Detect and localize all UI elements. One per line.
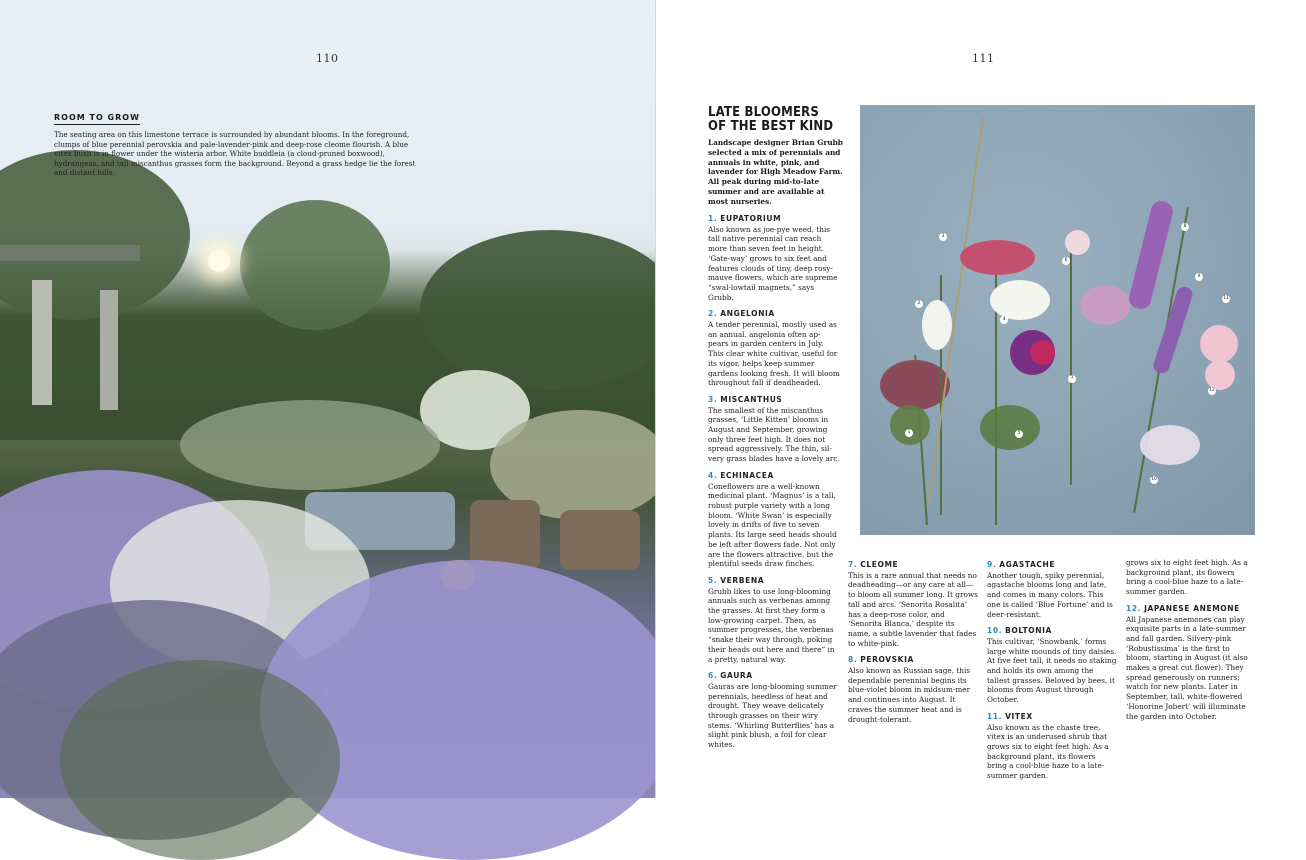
pergola-pillar — [100, 290, 118, 410]
entry-number: 11. — [987, 711, 1003, 721]
entry-title: VITEX — [1005, 711, 1033, 721]
entry-number: 1. — [708, 214, 718, 223]
entry-title: JAPANESE ANEMONE — [1144, 603, 1240, 613]
garden-photo — [0, 0, 655, 798]
text-column-1 — [708, 214, 841, 757]
pergola-pillar — [32, 280, 52, 405]
entry-title: EUPATORIUM — [720, 214, 782, 223]
photo-tag-1: 1 — [905, 429, 913, 437]
entry-body: Another tough, spiky perennial, agastache blooms long and late, and comes in many colors. This one is called ‘Blue Fortune’ and is deer-resistant. — [987, 570, 1113, 619]
text-column-3 — [987, 560, 1117, 781]
page-number: 110 — [316, 52, 339, 65]
entry-number: 2. — [708, 309, 718, 319]
plant-entry — [708, 576, 841, 664]
entry-title: MISCANTHUS — [720, 394, 783, 404]
photo-tag-2: 2 — [915, 300, 923, 308]
entry-body: This is a rare annual that needs no deadheading—or any care at all—to bloom all summer long. It grows tall and arcs. ‘Senorita Rosalita’ has a deep-rose color, and ‘Senorita Blanca,’ despite its name, a subtle lavender that fades to white-pink. — [848, 570, 978, 648]
photo-tag-9: 9 — [1195, 273, 1203, 281]
page-number: 111 — [972, 52, 995, 65]
entry-number: 7. — [848, 560, 858, 569]
flower-flatlay-photo — [860, 105, 1255, 535]
entry-number: 12. — [1126, 603, 1142, 613]
entry-title: CLEOME — [860, 560, 899, 569]
photo-tag-7: 7 — [1068, 375, 1076, 383]
photo-tag-3: 3 — [939, 233, 947, 241]
plant-entry — [848, 560, 978, 648]
photo-tag-6: 6 — [1062, 257, 1070, 265]
entry-body: Also known as Russian sage, this dependable perennial begins its blue-violet bloom in midsum-mer and continues into August. It craves the summer heat and is drought-tolerant. — [848, 666, 971, 724]
entry-number: 5. — [708, 575, 718, 585]
pergola-beam — [0, 245, 140, 261]
plant-entry — [1126, 604, 1252, 721]
photo-tag-10: 10 — [1151, 477, 1157, 482]
entry-body: The smallest of the miscanthus grasses, ‘Little Kitten’ blooms in August and September, growing only three feet high. It does not spread aggressively. The thin, sil-very grass blades have a lovely arc. — [708, 405, 840, 464]
entry-title: AGASTACHE — [999, 560, 1056, 569]
plant-entry — [708, 471, 841, 569]
entry-body: Grubb likes to use long-blooming annuals such as verbenas among the grasses. At first they form a low-growing carpet. Then, as summer progresses, the verbenas “snake their way through, poking their heads out here and there” in a pretty, natural way. — [708, 586, 835, 664]
plant-entry-continued — [1126, 558, 1252, 597]
plant-entry — [708, 309, 841, 388]
entry-number: 8. — [848, 655, 858, 665]
article-headline — [708, 106, 848, 134]
entry-body-continued: grows six to eight feet high. As a background plant, its flowers bring a cool-blue haze to a late-summer garden. — [1126, 558, 1248, 597]
entry-title: VERBENA — [720, 575, 765, 585]
entry-number: 9. — [987, 560, 997, 569]
caption-kicker: ROOM TO GROW — [54, 113, 140, 125]
entry-title: PEROVSKIA — [860, 655, 914, 665]
entry-title: GAURA — [720, 671, 753, 681]
text-column-4 — [1126, 558, 1252, 728]
plant-entry — [987, 560, 1117, 619]
text-column-2 — [848, 560, 978, 731]
photo-caption — [54, 105, 426, 178]
entry-body: A tender perennial, mostly used as an annual, angelonia often ap-pears in garden centers in July. This clear white cultivar, useful for its vigor, helps keep summer gardens looking fresh. It will bloom throughout fall if deadheaded. — [708, 320, 840, 388]
plant-entry — [848, 655, 978, 724]
photo-tag-4: 4 — [1000, 316, 1008, 324]
entry-body: Gauras are long-blooming summer perennials, heedless of heat and drought. They weave delicately through grasses on their wiry stems. ‘Whirling Butterflies’ has a slight pink blush, a foil for clear whites. — [708, 681, 837, 750]
plant-entry — [987, 626, 1117, 705]
entry-number: 4. — [708, 470, 718, 480]
entry-number: 3. — [708, 394, 718, 404]
photo-tag-5: 5 — [1015, 430, 1023, 438]
article-page — [656, 0, 1306, 798]
entry-body: This cultivar, ‘Snowbank,’ forms large white mounds of tiny daisies. At five feet tall, it needs no staking and holds its own among the tallest grasses. Beloved by bees, it blooms from August through October. — [987, 636, 1117, 705]
entry-body: Coneflowers are a well-known medicinal plant. ‘Magnus’ is a tall, robust purple variety with a long bloom. ‘White Swan’ is especially lovely in drifts of five to seven plants. Its large seed heads should be left after flowers fade. Not only are the flowers attractive, but the plentiful seeds draw finches. — [708, 481, 837, 569]
article-dek: Landscape designer Brian Grubb selected a mix of perennials and annuals in white, pink, and lavender for High Meadow Farm. All peak during mid-to-late summer and are available at most nurseries. — [708, 138, 843, 206]
entry-number: 10. — [987, 626, 1003, 636]
plant-entry — [708, 214, 841, 302]
caption-text: The seating area on this limestone terrace is surrounded by abundant blooms. In the foreground, clumps of blue perennial perovskia and pale-lavender-pink and deep-rose cleome flourish. A blue vitex bush is in flower under the wisteria arbor. White buddleia (a cloud-pruned boxwood), hydrangeas, and tall miscanthus grasses form the background. Beyond a grass hedge lie the forest and distant hills. — [54, 130, 416, 177]
entry-title: ANGELONIA — [720, 309, 775, 319]
sun-flare — [208, 250, 230, 272]
plant-entry — [987, 711, 1117, 781]
outdoor-chair — [560, 510, 640, 570]
entry-body: Also known as the chaste tree, vitex is an underused shrub that grows six to eight feet high. As a background plant, its flowers bring a cool-blue haze to a late-summer garden. — [987, 722, 1109, 781]
entry-body: All Japanese anemones can play exquisite parts in a late-summer and fall garden. Silvery-pink ‘Robustissima’ is the first to bloom, starting in August (it also makes a great cut flower). They spread generously on runners; watch for new plants. Later in September, tall, white-flowered ‘Honorine Jobert’ will illuminate the garden into October. — [1126, 614, 1248, 721]
entry-title: BOLTONIA — [1005, 626, 1052, 636]
headline-line-2: OF THE BEST KIND — [708, 119, 834, 134]
entry-number: 6. — [708, 671, 718, 681]
photo-tag-8: 8 — [1181, 223, 1189, 231]
plant-entry — [708, 395, 841, 464]
headline-line-1: LATE BLOOMERS — [708, 105, 819, 120]
entry-body: Also known as joe-pye weed, this tall native perennial can reach more than seven feet in height. ‘Gate-way’ grows to six feet and features clouds of tiny, deep rosy-mauve flowers, which are supreme “swal-lowtail magnets,” says Grubb. — [708, 224, 838, 302]
entry-title: ECHINACEA — [720, 470, 774, 480]
photo-tag-11: 11 — [1223, 296, 1229, 301]
plant-entry — [708, 671, 841, 750]
photo-tag-12: 12 — [1209, 388, 1215, 393]
